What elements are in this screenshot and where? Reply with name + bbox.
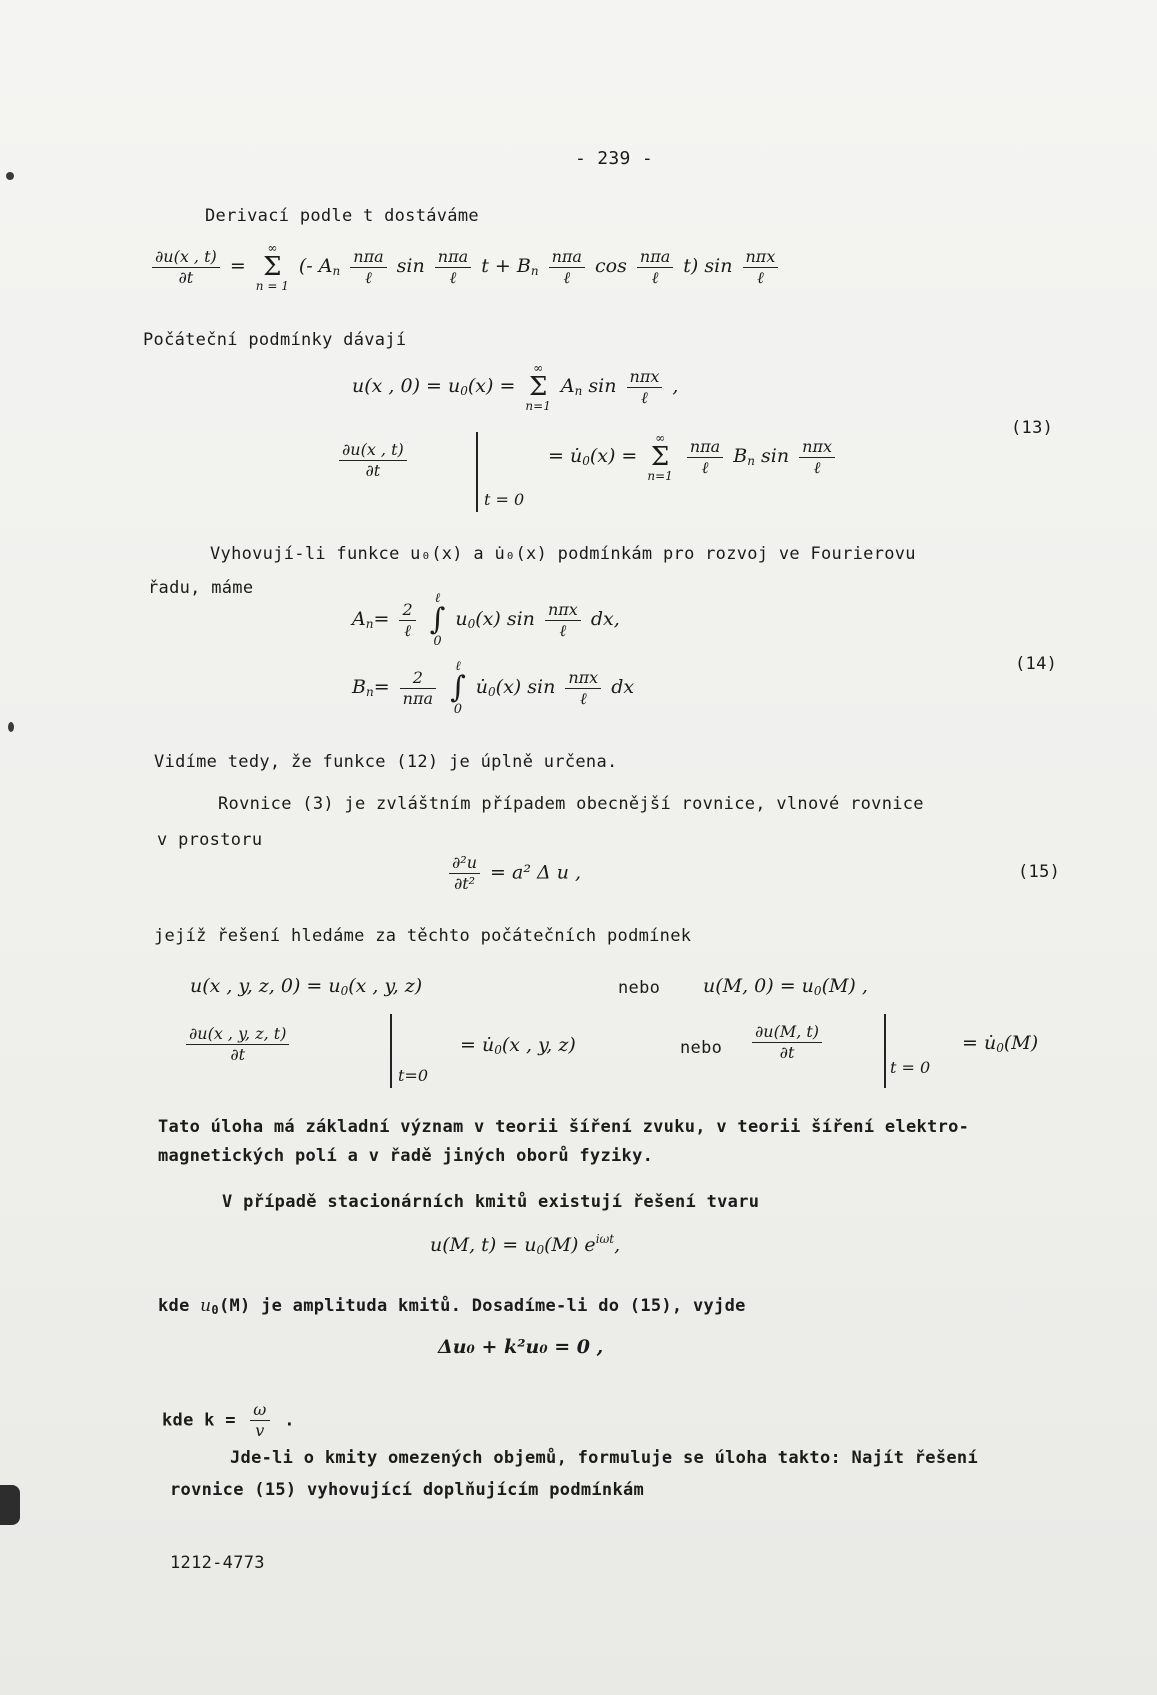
text-jejiz: jejíž řešení hledáme za těchto počátečních podmínek (154, 926, 692, 946)
equation-13b-lhs: $\frac{\partial u(x , t)}{\partial t}$ (335, 440, 411, 481)
text-pocatecni: Počáteční podmínky dávají (143, 330, 407, 350)
equation-13b-rhs: = $u̇_0(x)$ = ∞ Σ n=1 $\frac{\text{nπa}}{\text{ℓ}}$ $B_n$ sin $\frac{\text{nπx}}{\text{ℓ}}$ (548, 432, 839, 482)
condition-b-right-val: = $u̇_0(M)$ (962, 1032, 1039, 1055)
text-jde-2: rovnice (15) vyhovující doplňujícím podmínkám (170, 1480, 645, 1500)
text-vyhovuji-2: řadu, máme (148, 578, 254, 598)
equation-14a: $A_n=$ $\frac{2}{\text{ℓ}}$ ℓ ∫ 0 $u_0(x)$ sin $\frac{\text{nπx}}{\text{ℓ}}$ dx, (352, 591, 620, 649)
text-nebo-1: nebo (618, 978, 661, 998)
condition-b-lhs: $\frac{\partial u(x , y, z, t)}{\partial t}$ (182, 1024, 293, 1065)
page-number: - 239 - (575, 148, 653, 169)
text-derivace: Derivací podle t dostáváme (205, 206, 479, 226)
equation-15: $\frac{\text{∂²u}}{\text{∂t²}}$ = a² Δ u , (445, 853, 581, 894)
text-tato-2: magnetických polí a v řadě jiných oborů fyziky. (158, 1146, 654, 1166)
equation-derivative: $\frac{\partial u(x , t)}{\partial t}$ = ∞ Σ n = 1 (- $A_n$ $\frac{\text{nπa}}{\text{ℓ}}$ sin $\frac{\text{nπa}}{\text{ℓ}}$ $t + B_n$ $\frac{\text{nπa}}{\text{ℓ}}$ cos $\frac{\text{nπa}}{\text{ℓ}}$ t) sin $\frac{\text{nπx}}{\text{ℓ}}$ (148, 242, 782, 292)
equation-14b: $B_n=$ $\frac{2}{\text{nπa}}$ ℓ ∫ 0 $u̇_0(x)$ sin $\frac{\text{nπx}}{\text{ℓ}}$ dx (352, 659, 635, 717)
text-rovnice-1: Rovnice (3) je zvláštním případem obecnější rovnice, vlnové rovnice (218, 794, 924, 814)
scan-edge-shadow (0, 1485, 20, 1525)
text-pripade: V případě stacionárních kmitů existují řešení tvaru (222, 1192, 760, 1212)
text-vyhovuji-1: Vyhovují-li funkce u₀(x) a u̇₀(x) podmínkám pro rozvoj ve Fourierovu (210, 544, 916, 564)
equation-stationary: u(M, $t) = u_0(M)$ $e^{i\omega t}$, (430, 1232, 621, 1257)
equation-13b-at: t = 0 (484, 490, 525, 509)
equation-label-13: (13) (1011, 418, 1054, 438)
condition-b-right-lhs: $\frac{\partial u(M, t)}{\partial t}$ (748, 1022, 826, 1063)
scan-speck (6, 172, 14, 180)
text-kde-amplituda: kde $u_0(M)$ je amplituda kmitů. Dosadíme-li do (15), vyjde (158, 1296, 746, 1317)
text-kde-k: kde k = $\frac{\omega}{v}$ . (162, 1400, 295, 1440)
evaluation-bar (390, 1014, 392, 1088)
text-jde-1: Jde-li o kmity omezených objemů, formuluje se úloha takto: Najít řešení (230, 1448, 978, 1468)
evaluation-bar (476, 432, 478, 512)
equation-label-14: (14) (1015, 654, 1058, 674)
scan-speck (8, 722, 14, 732)
condition-b-at: t=0 (398, 1066, 429, 1085)
condition-a-right: u(M, $0) = u_0(M)$ , (703, 975, 868, 998)
condition-b-mid: = $u̇_0(x$ , y, z) (460, 1034, 576, 1057)
text-rovnice-2: v prostoru (157, 830, 263, 850)
footer-code: 1212-4773 (170, 1553, 265, 1573)
equation-label-15: (15) (1018, 862, 1061, 882)
text-nebo-2: nebo (680, 1038, 723, 1058)
condition-a-left: u(x , y, z, $0) = u_0(x$ , y, z) (190, 975, 423, 998)
text-tato-1: Tato úloha má základní význam v teorii šíření zvuku, v teorii šíření elektro- (158, 1117, 970, 1137)
condition-b-right-at: t = 0 (890, 1058, 931, 1077)
text-vidime: Vidíme tedy, že funkce (12) je úplně určena. (154, 752, 618, 772)
equation-helmholtz: Δu₀ + k²u₀ = 0 , (438, 1336, 604, 1358)
equation-13a: u(x , $0) = u_0(x)$ = ∞ Σ n=1 $A_n$ sin $\frac{\text{nπx}}{\text{ℓ}}$ , (352, 361, 679, 413)
evaluation-bar (884, 1014, 886, 1088)
